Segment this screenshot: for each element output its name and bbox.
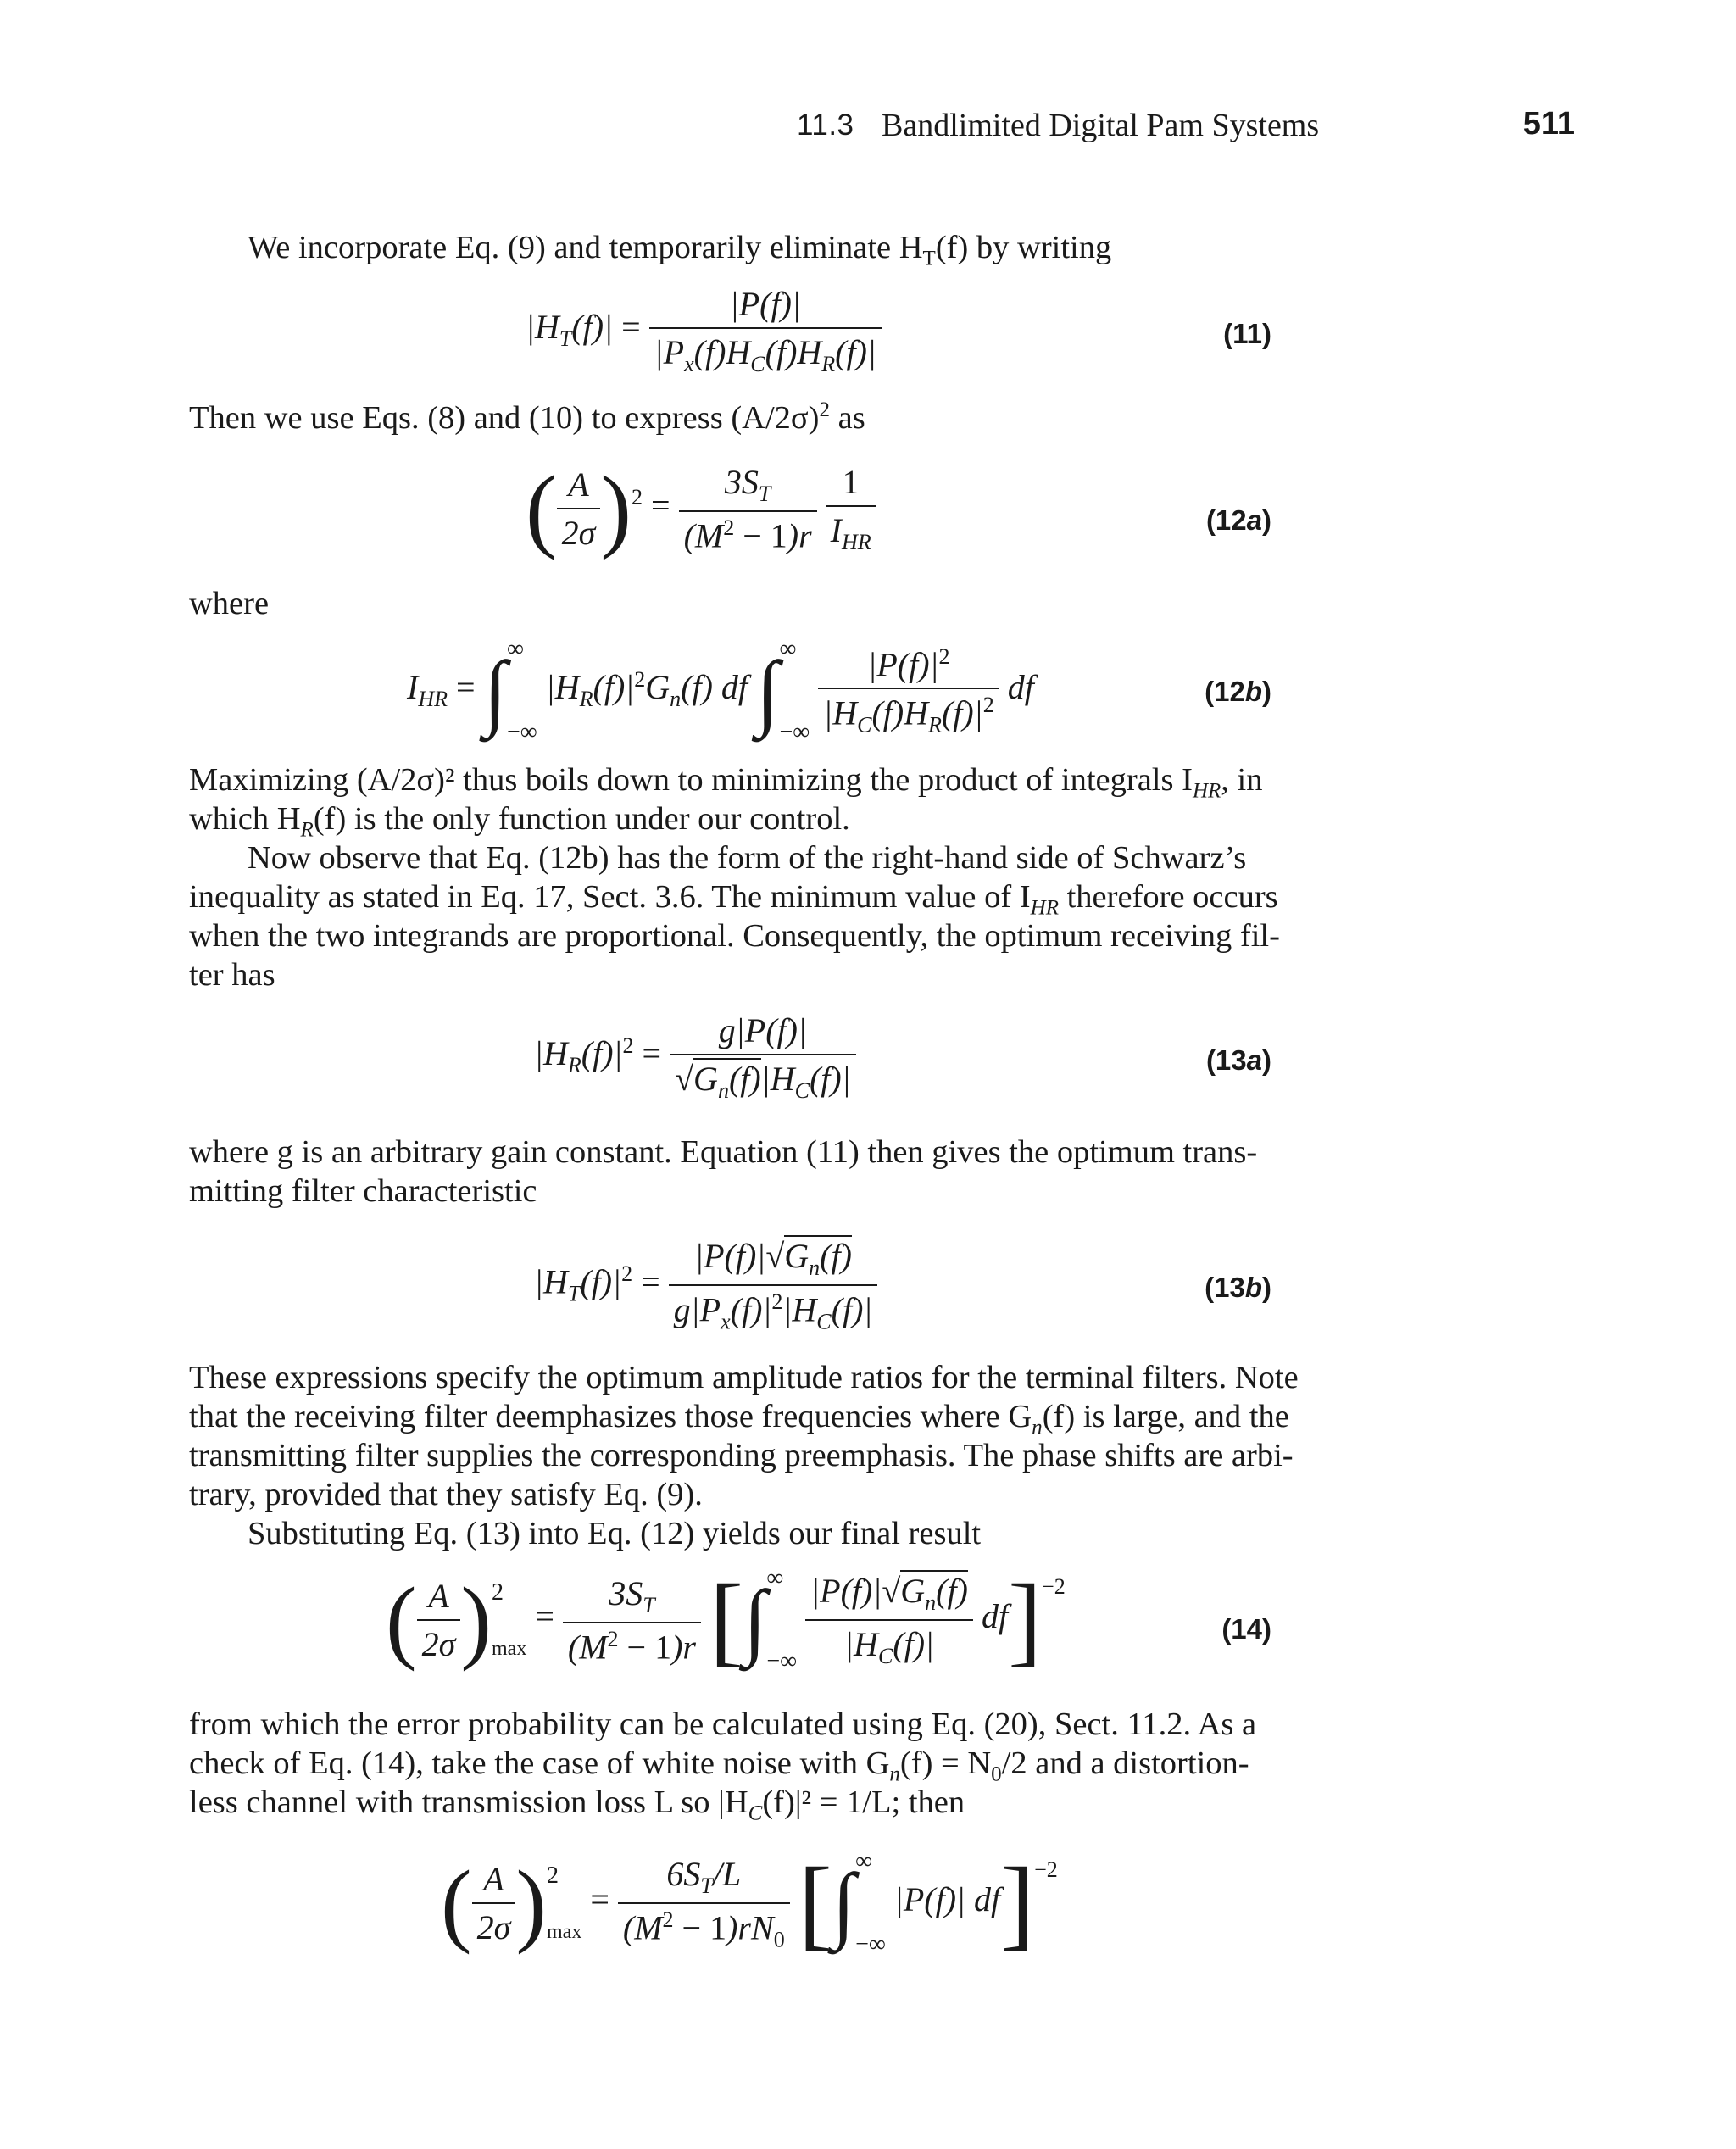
paragraph-expressions-l4: trary, provided that they satisfy Eq. (9). — [189, 1477, 703, 1512]
equation-13b: $|H_T(f)|^2$ = $\frac{|P(f)|√G_n(f)}{g|P_x(f)|^2|H_C(f)|}$ — [534, 1236, 877, 1334]
equation-11: $|H_T(f)|$ = $\frac{|P(f)|}{|P_x(f)H_C(f)H_R(f)|}$ — [526, 284, 882, 377]
paragraph-check-l3: less channel with transmission loss L so $|H_C(f)|^2 = 1/L$; then — [189, 1784, 965, 1825]
paragraph-maximizing-l2: which $H_R(f)$ is the only function under our control. — [189, 801, 850, 842]
equation-number-12b: (12b) — [1205, 676, 1271, 707]
equation-number-14: (14) — [1221, 1613, 1271, 1645]
word-where: where — [189, 586, 270, 621]
paragraph-check-l1: from which the error probability can be calculated using Eq. (20), Sect. 11.2. As a — [189, 1706, 1257, 1742]
equation-14: ( $\frac{A}{2\sigma}$ ) 2 max = $\frac{3S_T}{(M^2 - 1)r}$ [∫ ∞ −∞ $\frac{|P(f)|√G_n(f)}{|H_C(f)|}$ df]$^{-2}$ — [386, 1563, 1066, 1676]
equation-number-13a: (13a) — [1205, 1044, 1271, 1076]
paragraph-maximizing-l1: Maximizing (A/2σ)² thus boils down to minimizing the product of integrals $I_{HR}$, in — [189, 762, 1263, 803]
equation-12b: $I_{HR}$ = ∫ ∞ −∞ $|H_R(f)|^2G_n(f)$ df ∫ ∞ −∞ $\frac{|P(f)|^2}{|H_C(f)H_R(f)|^2}$ df — [407, 636, 1034, 745]
equation-12a: ( $\frac{A}{2\sigma}$ )$^2$ = $\frac{3S_T}{(M^2 - 1)r}$ $\frac{1}{I_{HR}}$ — [526, 462, 876, 555]
paragraph-express: Then we use Eqs. (8) and (10) to express $(A/2\sigma)^2$ as — [189, 398, 865, 436]
header-section-title: Bandlimited Digital Pam Systems — [882, 108, 1320, 143]
equation-13a: $|H_R(f)|^2$ = $\frac{g|P(f)|}{√G_n(f)|H_C(f)|}$ — [534, 1010, 856, 1104]
paragraph-schwarz-l2: inequality as stated in Eq. 17, Sect. 3.6. The minimum value of $I_{HR}$ therefore occurs — [189, 879, 1278, 920]
paragraph-expressions-l1: These expressions specify the optimum amplitude ratios for the terminal filters. Note — [189, 1360, 1299, 1395]
equation-number-13b: (13b) — [1205, 1272, 1271, 1303]
paragraph-gain-l1: where g is an arbitrary gain constant. Equation (11) then gives the optimum trans- — [189, 1134, 1258, 1170]
paragraph-substituting: Substituting Eq. (13) into Eq. (12) yields our final result — [248, 1516, 982, 1551]
paragraph-check-l2: check of Eq. (14), take the case of white noise with $G_n(f) = N_0/2$ and a distortion- — [189, 1745, 1249, 1786]
page-number: 511 — [1522, 106, 1575, 142]
paragraph-schwarz-l4: ter has — [189, 957, 275, 993]
paragraph-expressions-l2: that the receiving filter deemphasizes those frequencies where $G_n(f)$ is large, and the — [189, 1399, 1289, 1439]
equation-number-12a: (12a) — [1205, 504, 1271, 536]
equation-final: ( $\frac{A}{2\sigma}$ ) 2 max = $\frac{6S_T/L}{(M^2 - 1)rN_0}$ [∫ ∞ −∞ |P(f)| df]$^{-2}$ — [441, 1846, 1058, 1959]
paragraph-schwarz-l1: Now observe that Eq. (12b) has the form of the right-hand side of Schwarz’s — [248, 840, 1247, 876]
header-section-number: 11.3 — [797, 109, 854, 142]
equation-number-11: (11) — [1223, 318, 1271, 349]
paragraph-gain-l2: mitting filter characteristic — [189, 1173, 537, 1209]
paragraph-schwarz-l3: when the two integrands are proportional. Consequently, the optimum receiving fil- — [189, 918, 1280, 954]
paragraph-intro: We incorporate Eq. (9) and temporarily eliminate $H_T(f)$ by writing — [248, 230, 1112, 270]
paragraph-expressions-l3: transmitting filter supplies the corresponding preemphasis. The phase shifts are arbi- — [189, 1438, 1294, 1473]
